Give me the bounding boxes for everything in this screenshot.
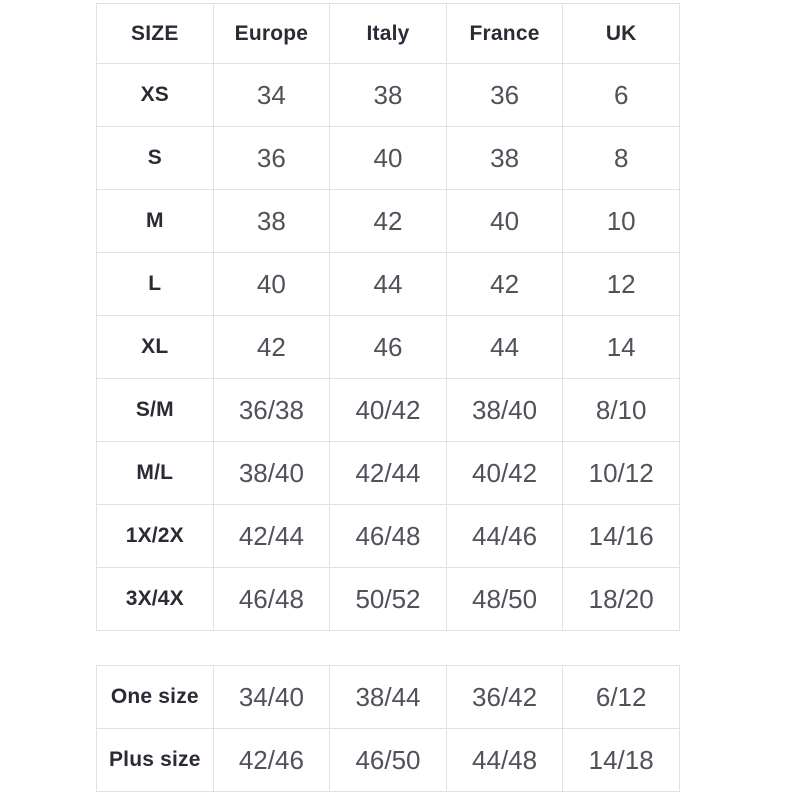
size-label-cell: S xyxy=(97,127,214,190)
value-cell: 46/48 xyxy=(330,505,447,568)
value-cell: 46 xyxy=(330,316,447,379)
value-cell: 46/48 xyxy=(213,568,330,631)
size-label-cell: 1X/2X xyxy=(97,505,214,568)
size-label-cell: L xyxy=(97,253,214,316)
table-row-l xyxy=(97,253,680,316)
value-cell: 36/42 xyxy=(446,666,563,729)
value-cell: 14 xyxy=(563,316,680,379)
size-label-cell: 3X/4X xyxy=(97,568,214,631)
table-row-s xyxy=(97,127,680,190)
value-cell: 42 xyxy=(446,253,563,316)
table-row-ml xyxy=(97,442,680,505)
value-cell: 14/18 xyxy=(563,729,680,792)
value-cell: 6 xyxy=(563,64,680,127)
value-cell: 34 xyxy=(213,64,330,127)
table-row-1x2x xyxy=(97,505,680,568)
value-cell: 8/10 xyxy=(563,379,680,442)
value-cell: 6/12 xyxy=(563,666,680,729)
header-row xyxy=(97,4,680,64)
size-label-cell: M xyxy=(97,190,214,253)
value-cell: 42/44 xyxy=(330,442,447,505)
size-label-cell: M/L xyxy=(97,442,214,505)
value-cell: 46/50 xyxy=(330,729,447,792)
size-label-cell: One size xyxy=(97,666,214,729)
table-row-sm xyxy=(97,379,680,442)
value-cell: 42/44 xyxy=(213,505,330,568)
table-row-m xyxy=(97,190,680,253)
value-cell: 50/52 xyxy=(330,568,447,631)
value-cell: 40 xyxy=(213,253,330,316)
value-cell: 8 xyxy=(563,127,680,190)
value-cell: 12 xyxy=(563,253,680,316)
value-cell: 36 xyxy=(446,64,563,127)
value-cell: 36/38 xyxy=(213,379,330,442)
value-cell: 38/40 xyxy=(213,442,330,505)
value-cell: 40/42 xyxy=(330,379,447,442)
value-cell: 38 xyxy=(446,127,563,190)
table-row-one-size xyxy=(97,666,680,729)
table-row-3x4x xyxy=(97,568,680,631)
value-cell: 40 xyxy=(330,127,447,190)
value-cell: 42/46 xyxy=(213,729,330,792)
value-cell: 40 xyxy=(446,190,563,253)
value-cell: 44/48 xyxy=(446,729,563,792)
value-cell: 48/50 xyxy=(446,568,563,631)
value-cell: 40/42 xyxy=(446,442,563,505)
special-sizes-table xyxy=(96,665,680,792)
value-cell: 34/40 xyxy=(213,666,330,729)
value-cell: 36 xyxy=(213,127,330,190)
header-cell-uk: UK xyxy=(563,4,680,64)
table-row-xl xyxy=(97,316,680,379)
table-row-plus-size xyxy=(97,729,680,792)
value-cell: 18/20 xyxy=(563,568,680,631)
value-cell: 44/46 xyxy=(446,505,563,568)
value-cell: 44 xyxy=(330,253,447,316)
value-cell: 10/12 xyxy=(563,442,680,505)
header-cell-size: SIZE xyxy=(97,4,214,64)
value-cell: 38/44 xyxy=(330,666,447,729)
size-label-cell: XL xyxy=(97,316,214,379)
header-cell-france: France xyxy=(446,4,563,64)
value-cell: 38 xyxy=(213,190,330,253)
value-cell: 42 xyxy=(213,316,330,379)
size-conversion-table xyxy=(96,3,680,631)
size-label-cell: Plus size xyxy=(97,729,214,792)
value-cell: 14/16 xyxy=(563,505,680,568)
table-row-xs xyxy=(97,64,680,127)
value-cell: 38/40 xyxy=(446,379,563,442)
size-label-cell: XS xyxy=(97,64,214,127)
value-cell: 44 xyxy=(446,316,563,379)
header-cell-europe: Europe xyxy=(213,4,330,64)
value-cell: 42 xyxy=(330,190,447,253)
size-chart-page xyxy=(0,3,800,800)
header-cell-italy: Italy xyxy=(330,4,447,64)
size-label-cell: S/M xyxy=(97,379,214,442)
value-cell: 38 xyxy=(330,64,447,127)
value-cell: 10 xyxy=(563,190,680,253)
